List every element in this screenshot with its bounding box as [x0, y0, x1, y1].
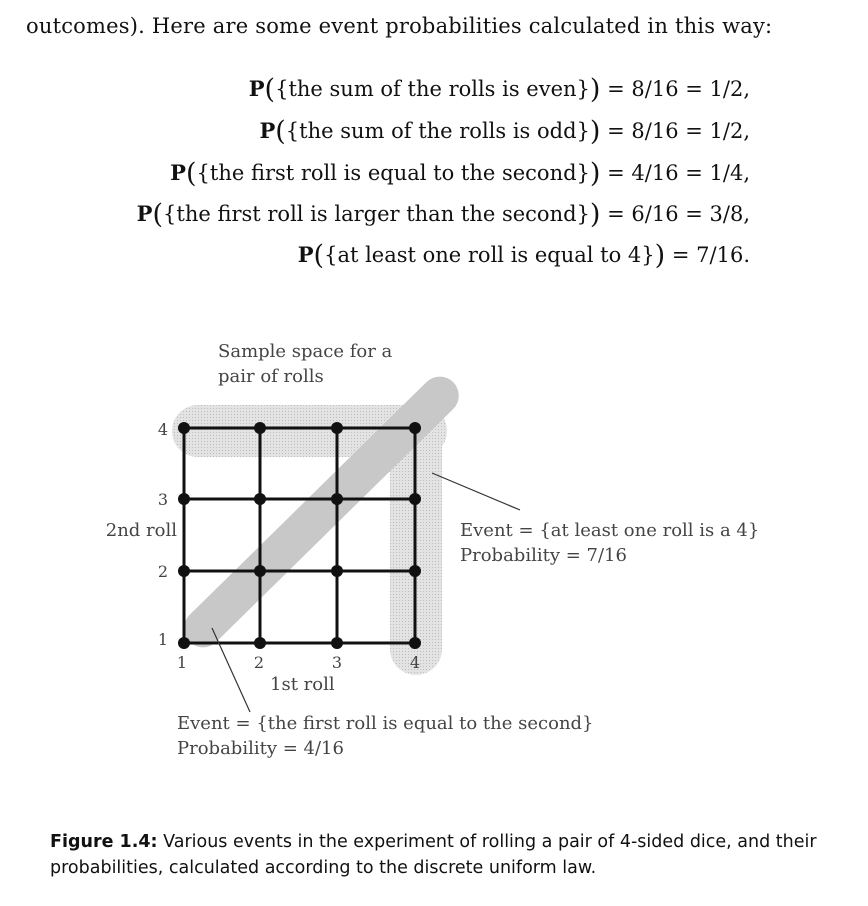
outcome-point — [254, 565, 266, 577]
intro-text: outcomes). Here are some event probabilities calculated in this way: — [26, 14, 773, 38]
probability-value: 7/16. — [696, 243, 750, 267]
arrow-bottom — [212, 628, 250, 712]
outcome-point — [254, 493, 266, 505]
y-tick-2: 2 — [157, 562, 168, 581]
probability-value: 4/16 = 1/4, — [631, 161, 750, 185]
x-tick-4: 4 — [409, 653, 421, 672]
outcome-point — [409, 565, 421, 577]
event-text: the first roll is equal to the second — [209, 161, 577, 185]
outcome-point — [178, 422, 190, 434]
y-tick-3: 3 — [157, 490, 168, 509]
event-text: the sum of the rolls is even — [288, 77, 577, 101]
equation-equal-rolls: P({the first roll is equal to the second}) = 4/16 = 1/4, — [170, 158, 750, 189]
outcome-point — [331, 422, 343, 434]
outcome-point — [331, 637, 343, 649]
outcome-point — [409, 637, 421, 649]
x-tick-3: 3 — [331, 653, 343, 672]
event-right-probability: Probability = 7/16 — [460, 545, 627, 566]
outcome-point — [409, 422, 421, 434]
outcome-point — [331, 565, 343, 577]
event-bottom-label: Event = {the first roll is equal to the second} — [177, 713, 594, 734]
x-axis-label: 1st roll — [270, 674, 335, 695]
equation-even-sum: P({the sum of the rolls is even}) = 8/16 = 1/2, — [248, 74, 750, 105]
outcome-point — [254, 637, 266, 649]
sample-space-label-line2: pair of rolls — [218, 366, 324, 387]
outcome-point — [178, 637, 190, 649]
sample-space-label-line1: Sample space for a — [218, 341, 393, 362]
y-axis-label: 2nd roll — [105, 520, 177, 541]
equation-first-larger: P({the first roll is larger than the second}) = 6/16 = 3/8, — [136, 199, 750, 230]
event-text: the first roll is larger than the second — [176, 202, 577, 226]
x-tick-2: 2 — [253, 653, 265, 672]
outcome-point — [331, 493, 343, 505]
outcome-point — [254, 422, 266, 434]
equation-at-least-one-four: P({at least one roll is equal to 4}) = 7/16. — [297, 240, 750, 271]
figure-caption — [50, 829, 830, 881]
equation-odd-sum: P({the sum of the rolls is odd}) = 8/16 = 1/2, — [259, 116, 750, 147]
caption-text: Various events in the experiment of rolling a pair of 4-sided dice, and their probabilities, calculated according to the discrete uniform law. — [50, 832, 817, 878]
probability-value: 8/16 = 1/2, — [631, 77, 750, 101]
probability-value: 8/16 = 1/2, — [631, 119, 750, 143]
caption-label: Figure 1.4: — [50, 832, 158, 852]
y-tick-1: 1 — [157, 630, 168, 649]
arrow-right — [432, 473, 520, 510]
y-tick-4: 4 — [157, 420, 168, 439]
outcome-point — [178, 565, 190, 577]
outcome-point — [178, 493, 190, 505]
event-text: the sum of the rolls is odd — [299, 119, 577, 143]
x-tick-1: 1 — [176, 653, 188, 672]
event-right-label: Event = {at least one roll is a 4} — [460, 520, 760, 541]
outcome-point — [409, 493, 421, 505]
event-bottom-probability: Probability = 4/16 — [177, 738, 344, 759]
probability-value: 6/16 = 3/8, — [631, 202, 750, 226]
event-text: at least one roll is equal to 4 — [337, 243, 642, 267]
